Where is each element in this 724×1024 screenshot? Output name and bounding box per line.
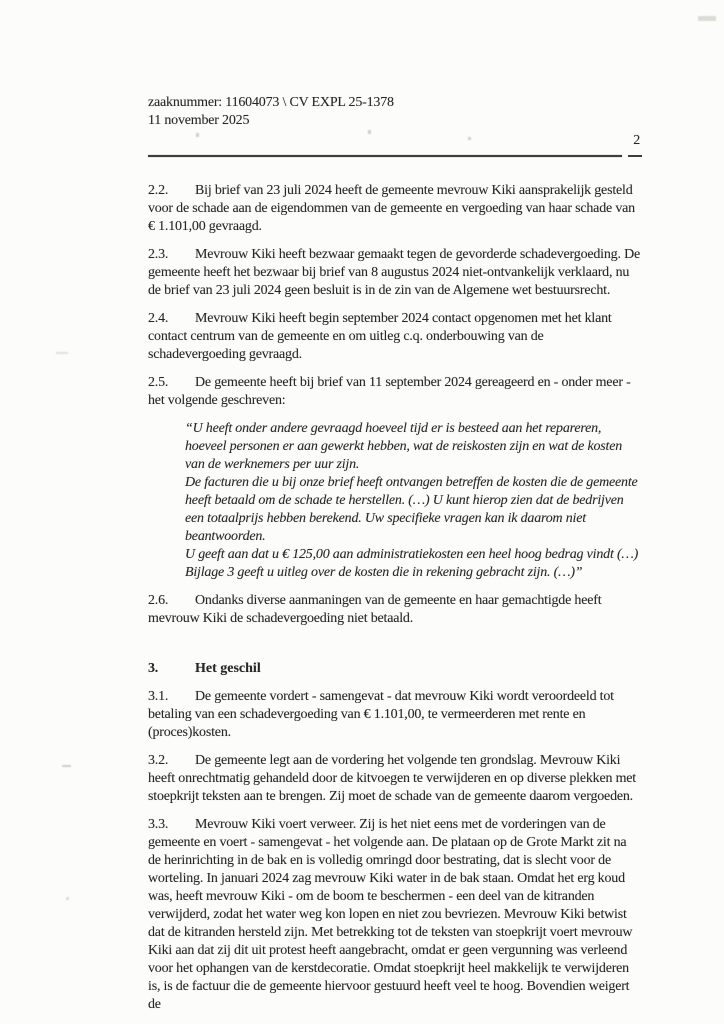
- paragraph-3-1: [148, 688, 642, 742]
- scan-artifact: [56, 352, 68, 354]
- paragraph-text: Mevrouw Kiki heeft begin september 2024 contact opgenomen met het klant contact centrum van de gemeente en om uitleg c.q. onderbouwing van de schadevergoeding gevraagd.: [148, 311, 612, 362]
- paragraph-2-4: [148, 310, 642, 364]
- paragraph-2-2: [148, 182, 642, 236]
- paragraph-3-3: [148, 816, 642, 1014]
- section-title: Het geschil: [195, 661, 261, 676]
- paragraph-text: Ondanks diverse aanmaningen van de gemeente en haar gemachtigde heeft mevrouw Kiki de schadevergoeding niet betaald.: [148, 593, 602, 626]
- quotation-paragraph: De facturen die u bij onze brief heeft ontvangen betreffen de kosten die de gemeente heeft betaald om de schade te herstellen. (…) U kunt hierop zien dat de bedrijven een totaalprijs hebben berekend. Uw specifieke vragen kan ik daarom niet beantwoorden.: [185, 475, 638, 544]
- header-rule-row: [148, 155, 642, 158]
- paragraph-number: 2.4.: [148, 311, 169, 326]
- paragraph-2-3: [148, 246, 642, 300]
- paragraph-number: 2.5.: [148, 375, 169, 390]
- paragraph-2-6: [148, 592, 642, 628]
- page-number: 2: [633, 133, 640, 148]
- paragraph-text: De gemeente heeft bij brief van 11 september 2024 gereageerd en - onder meer - het volgende geschreven:: [148, 375, 631, 408]
- paragraph-text: Mevrouw Kiki heeft bezwaar gemaakt tegen de gevorderde schadevergoeding. De gemeente heeft het bezwaar bij brief van 8 augustus 2024 niet-ontvankelijk verklaard, nu de brief van 23 juli 2024 geen besluit is in de zin van de Algemene wet bestuursrecht.: [148, 247, 640, 298]
- paragraph-text: Mevrouw Kiki voert verweer. Zij is het niet eens met de vorderingen van de gemeente en voert - samengevat - het volgende aan. De plataan op de Grote Markt zit na de herinrichting in de bak en is volledig omringd door bestrating, dat is slecht voor de worteling. In januari 2024 zag mevrouw Kiki water in de bak staan. Omdat het erg koud was, heeft mevrouw Kiki - om de boom te beschermen - een deel van de kitranden verwijderd, zodat het water weg kon lopen en niet zou bevriezen. Mevrouw Kiki betwist dat de kitranden hersteld zijn. Met betrekking tot de teksten van stoepkrijt voert mevrouw Kiki aan dat zij dit uit protest heeft aangebracht, omdat er geen vergunning was verleend voor het ophangen van de kerstdecoratie. Omdat stoepkrijt heel makkelijk te verwijderen is, is de factuur die de gemeente hiervoor gestuurd heeft veel te hoog. Bovendien weigert de: [148, 817, 633, 1012]
- date-line: 11 november 2025: [148, 113, 250, 128]
- scan-artifact: [66, 897, 69, 900]
- paragraph-number: 3.3.: [148, 817, 169, 832]
- section-3-heading: [148, 660, 642, 678]
- scan-artifact: [62, 765, 71, 767]
- paragraph-number: 2.6.: [148, 593, 169, 608]
- paragraph-text: De gemeente legt aan de vordering het volgende ten grondslag. Mevrouw Kiki heeft onrechtmatig gehandeld door de kitvoegen te verwijderen en op diverse plekken met stoepkrijt teksten aan te brengen. Zij moet de schade van de gemeente daarom vergoeden.: [148, 753, 636, 804]
- quotation-paragraph: U geeft aan dat u € 125,00 aan administratiekosten een heel hoog bedrag vindt (…): [185, 547, 639, 562]
- quotation-paragraph: “U heeft onder andere gevraagd hoeveel tijd er is besteed aan het repareren, hoeveel personen er aan gewerkt hebben, wat de reiskosten zijn en wat de kosten van de werknemers per uur zijn.: [185, 421, 623, 472]
- paragraph-3-2: [148, 752, 642, 806]
- page-number-row: [148, 132, 642, 152]
- paragraph-number: 3.2.: [148, 753, 169, 768]
- quotation-paragraph: Bijlage 3 geeft u uitleg over de kosten die in rekening gebracht zijn. (…)”: [185, 565, 583, 580]
- case-number-line: zaaknummer: 11604073 \ CV EXPL 25-1378: [148, 95, 394, 110]
- header-rule: [148, 155, 622, 157]
- paragraph-number: 2.3.: [148, 247, 169, 262]
- section-number: 3.: [148, 661, 159, 676]
- page-number-underline: [628, 155, 642, 157]
- paragraph-2-5: [148, 374, 642, 410]
- paragraph-text: De gemeente vordert - samengevat - dat mevrouw Kiki wordt veroordeeld tot betaling van een schadevergoeding van € 1.101,00, te vermeerderen met rente en (proces)kosten.: [148, 689, 614, 740]
- paragraph-text: Bij brief van 23 juli 2024 heeft de gemeente mevrouw Kiki aansprakelijk gesteld voor de schade aan de eigendommen van de gemeente en vergoeding van haar schade van € 1.101,00 gevraagd.: [148, 183, 635, 234]
- paragraph-number: 3.1.: [148, 689, 169, 704]
- paragraph-number: 2.2.: [148, 183, 169, 198]
- quotation-block: [185, 420, 641, 582]
- scan-artifact: [698, 16, 716, 21]
